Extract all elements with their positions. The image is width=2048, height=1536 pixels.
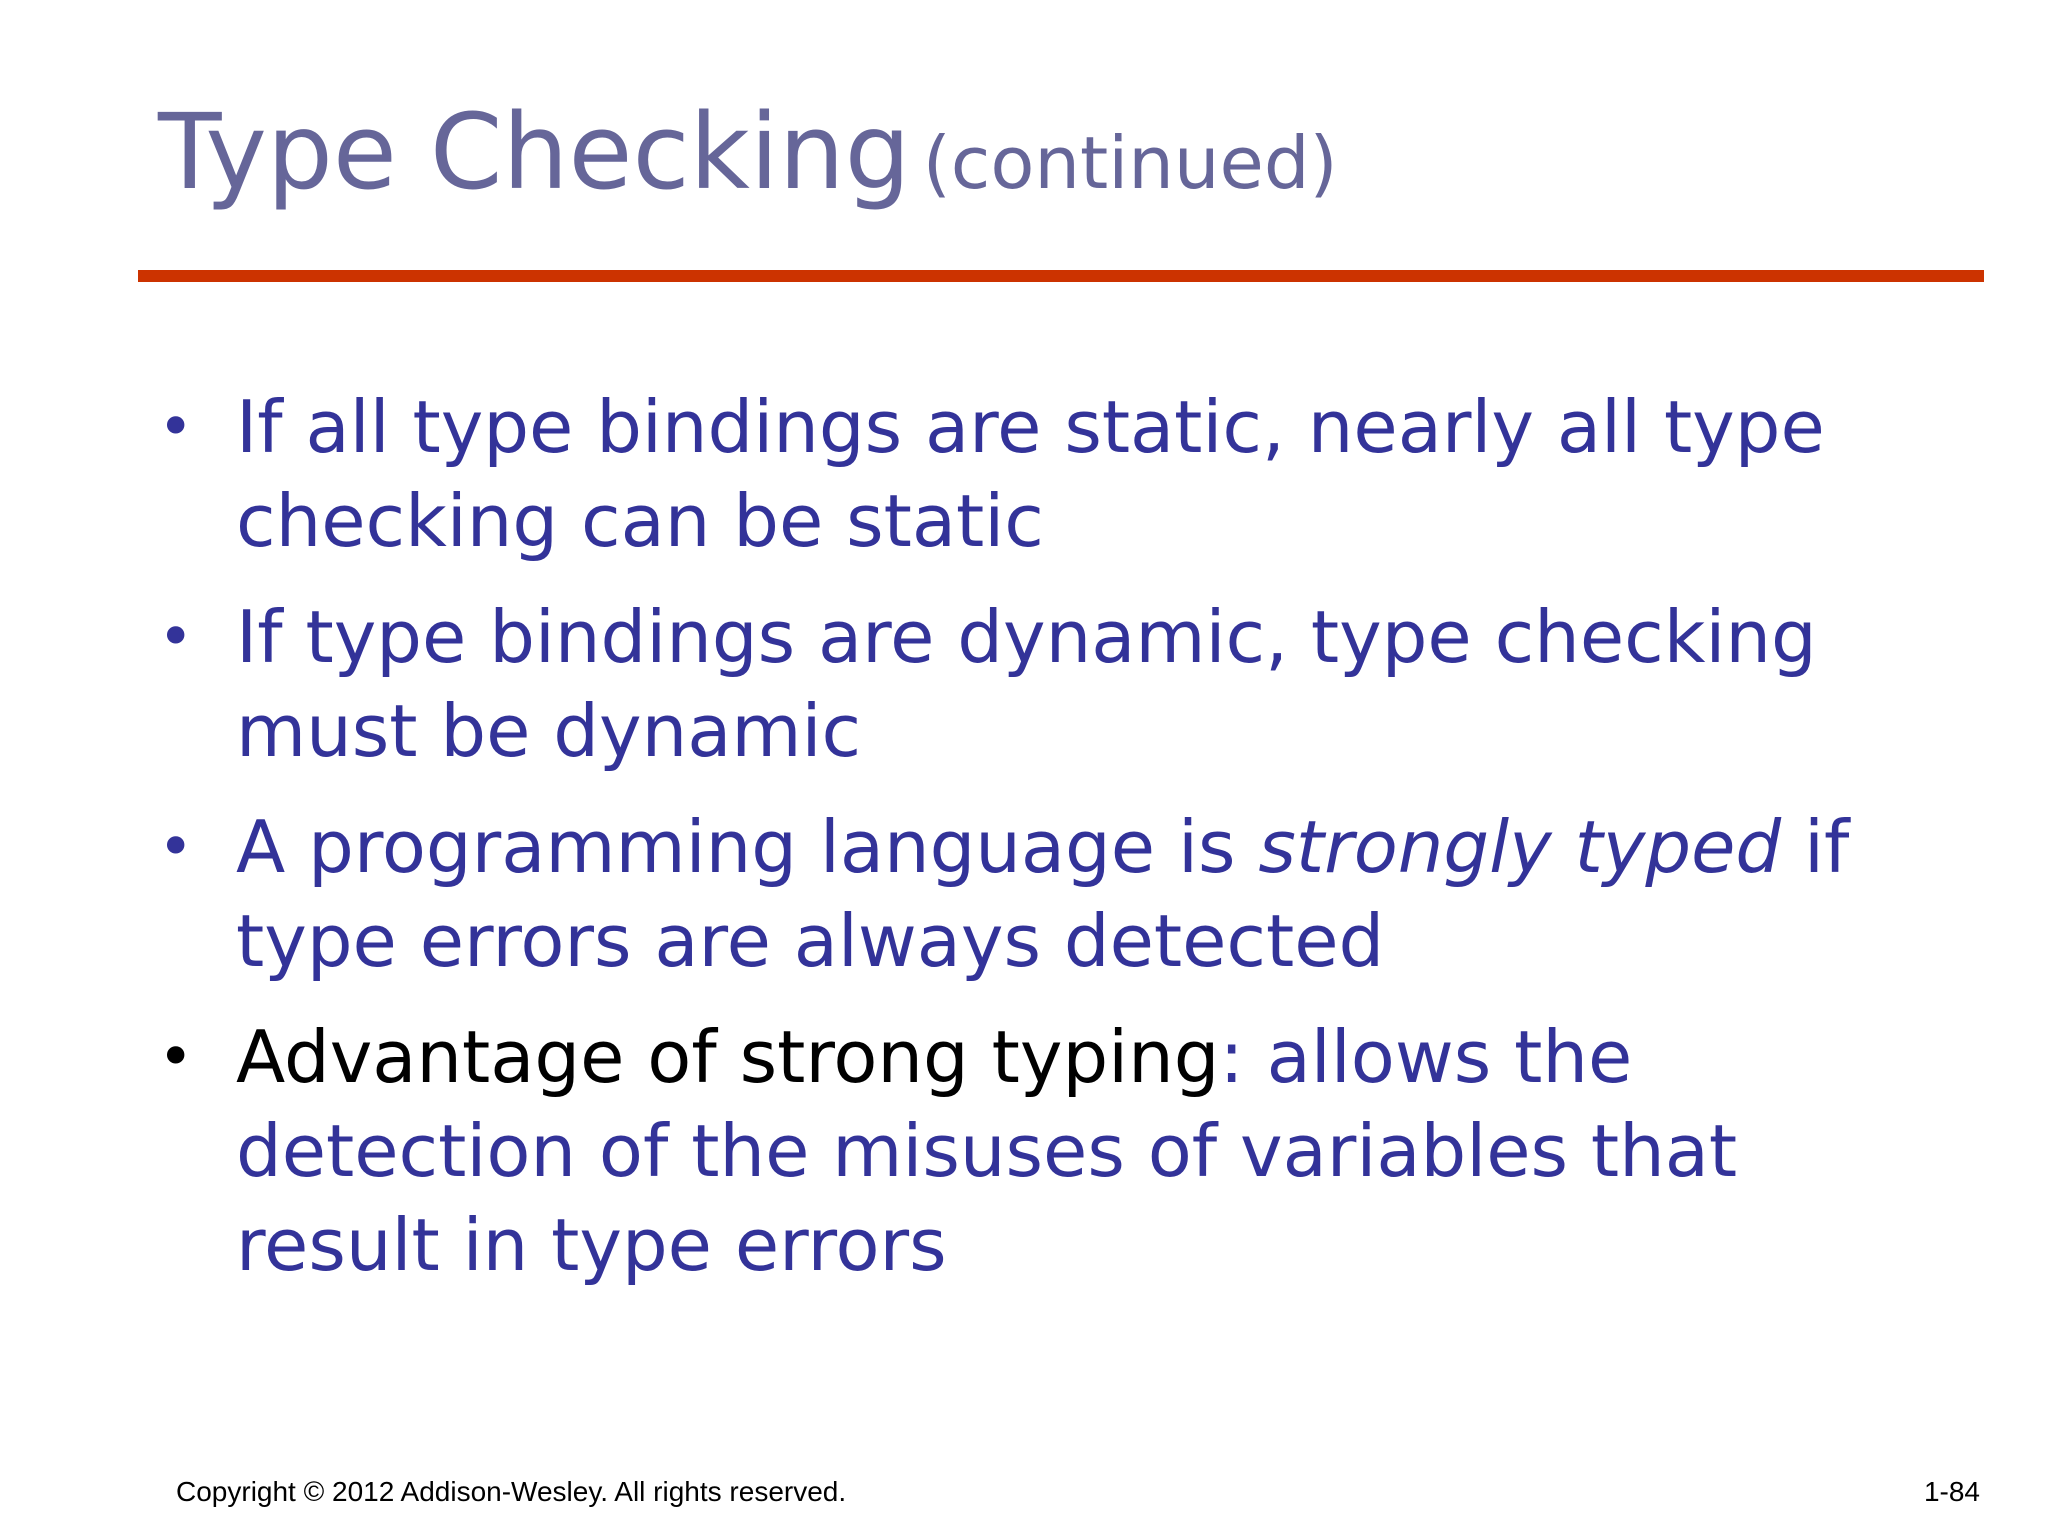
bullet-marker: • [158, 602, 194, 672]
bullet-text: If type bindings are dynamic, type checking must be dynamic [236, 595, 1817, 773]
bullet-text-after: if type errors are always detected [236, 805, 1850, 983]
bullet-list [158, 380, 1918, 1314]
title-main: Type Checking [158, 91, 911, 213]
page-number: 1-84 [1923, 1476, 1980, 1507]
bullet-item [158, 380, 1918, 568]
bullet-item [158, 1010, 1918, 1292]
bullet-text-before: A programming language is [236, 805, 1259, 889]
bullet-marker: • [158, 1022, 194, 1092]
bullet-emphasis: strongly typed [1258, 805, 1782, 889]
slide-title [158, 91, 1338, 213]
bullet-item [158, 800, 1918, 988]
bullet-text: If all type bindings are static, nearly all type checking can be static [236, 385, 1825, 563]
title-divider [138, 270, 1984, 282]
bullet-marker: • [158, 812, 194, 882]
copyright-footer: Copyright © 2012 Addison-Wesley. All rights reserved. [176, 1476, 847, 1507]
bullet-lead: Advantage of strong typing [236, 1015, 1220, 1099]
bullet-text-rest: : allows the detection of the misuses of variables that result in type errors [236, 1015, 1738, 1287]
bullet-marker: • [158, 392, 194, 462]
title-subtitle: (continued) [922, 121, 1338, 205]
bullet-item [158, 590, 1918, 778]
